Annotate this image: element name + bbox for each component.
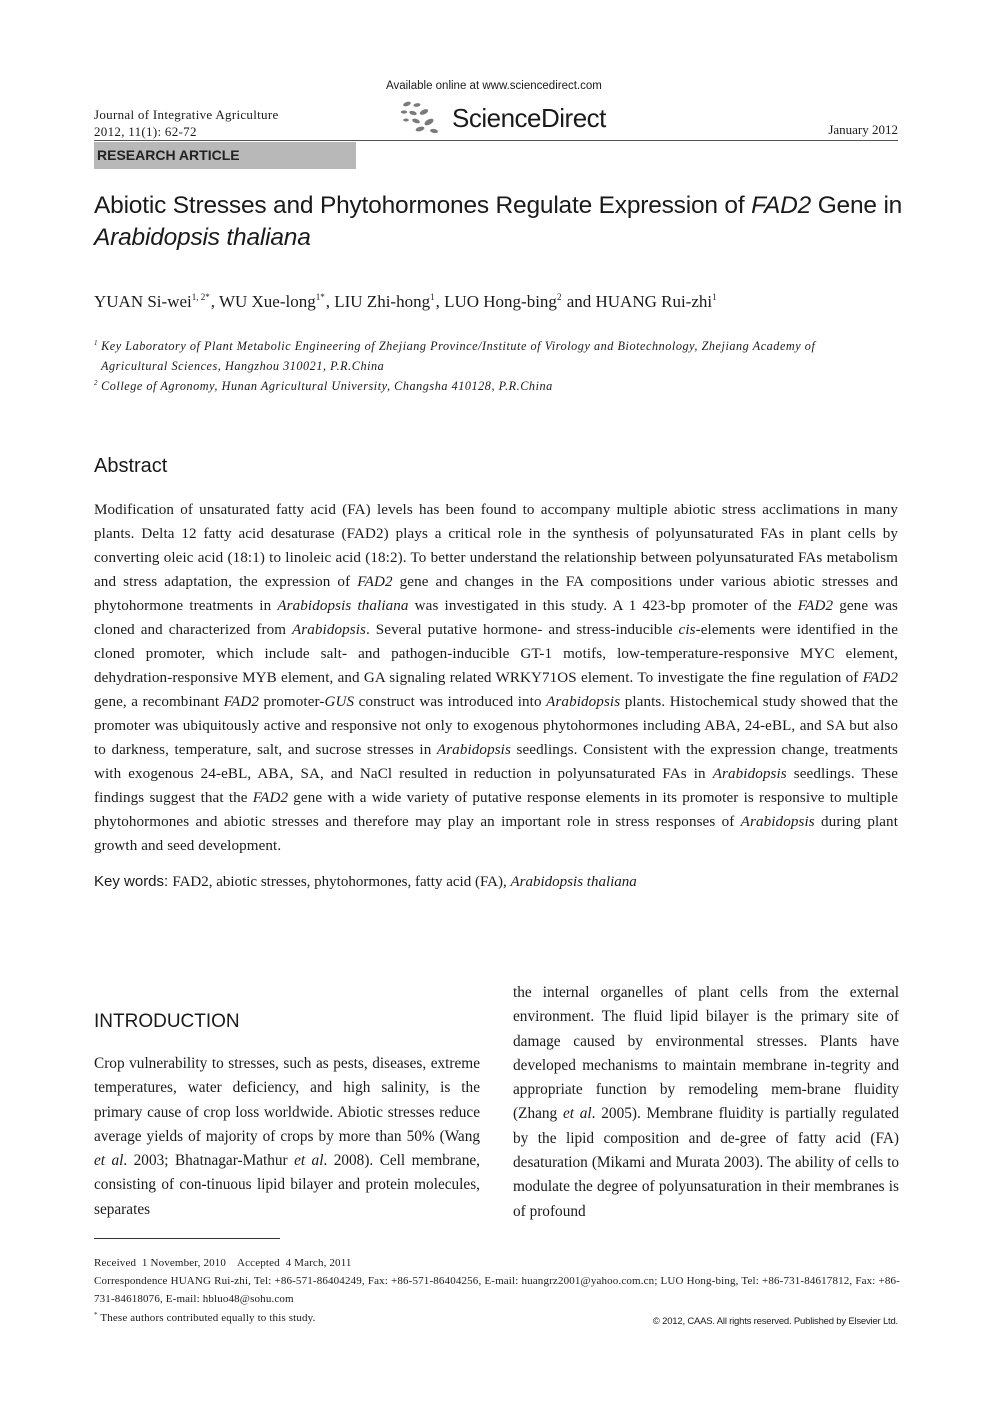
italic-term: Arabidopsis [546,694,621,710]
author-name: LUO Hong-bing [444,292,557,311]
text-run: Modification of unsaturated fatty acid (FA) levels has been found to accompany multiple abiotic stress acclimations in many plants. Delta 12 fatty acid desaturase (FAD2) plays a critical role in the synthesis of polyunsaturated FAs in plant cells by converting oleic acid (18:1) to linoleic acid (18:2). To better understand the relationship between polyunsaturated FAs metabolism and stress adaptation, the expression of [94,502,898,590]
text-run: . 2003; Bhatnagar-Mathur [123,1152,295,1170]
author-separator: , [435,292,445,311]
text-run: construct was introduced into [354,694,547,710]
footnote-rule [94,1238,280,1239]
italic-term: FAD2 [357,574,393,590]
text-run: gene was cloned and characterized from [94,598,898,638]
italic-term: FAD2 [862,670,898,686]
author-separator: and [562,292,596,311]
sciencedirect-wordmark: ScienceDirect [452,103,606,133]
italic-term: Arabidopsis thaliana [277,598,409,614]
introduction-heading: INTRODUCTION [94,1011,240,1032]
author-name: YUAN Si-wei [94,292,192,311]
affiliation-mark: 1 [94,339,99,347]
italic-term: et al [94,1152,124,1170]
title-species: Arabidopsis thaliana [94,224,311,251]
author-affiliation-mark: 1, 2* [191,292,210,302]
text-run: gene and changes in the FA compositions under various abiotic stresses and phytohormone treatments in [94,574,899,614]
italic-term: FAD2 [252,790,289,806]
author-separator: , [210,292,219,311]
text-run: during plant growth and seed development. [94,814,898,854]
author-name: LIU Zhi-hong [334,292,431,311]
footnote-mark: * [94,1311,98,1319]
affiliation-mark: 2 [94,379,99,387]
introduction-column-right [513,981,899,1224]
abstract-heading: Abstract [94,455,168,477]
abstract-body [94,498,898,858]
journal-info [94,106,279,140]
keywords-text: FAD2, abiotic stresses, phytohormones, fatty acid (FA), [172,874,511,890]
sciencedirect-leaf-icon [398,100,448,134]
copyright-notice: © 2012, CAAS. All rights reserved. Published by Elsevier Ltd. [652,1316,898,1327]
footnote-text: These authors contributed equally to this study. [97,1312,316,1324]
available-online-text[interactable]: Available online at www.sciencedirect.com [386,80,602,92]
italic-term: Arabidopsis [740,814,815,830]
text-run: gene with a wide variety of putative response elements in its promoter is responsive to multiple phytohormones and abiotic stresses and therefore may play an important role in stress responses of [94,790,898,830]
affiliation-1 [94,333,900,376]
affiliation-text: Key Laboratory of Plant Metabolic Engineering of Zhejiang Province/Institute of Virology and Biotechnology, Zhejiang Academy of [101,339,816,353]
italic-term: Arabidopsis [436,742,511,758]
title-text-1: Abiotic Stresses and Phytohormones Regulate Expression of [94,192,752,219]
text-run: seedlings. These findings suggest that the [94,766,898,806]
author-separator: , [325,292,335,311]
italic-term: FAD2 [223,694,259,710]
text-run: the internal organelles of plant cells from the external environment. The fluid lipid bilayer is the primary site of damage caused by environmental stresses. Plants have developed mechanisms to maintain membrane in-tegrity and appropriate function by remodeling mem-brane fluidity (Zhang [513,984,899,1123]
keywords [94,871,637,893]
article-title [94,190,904,254]
author-affiliation-mark: 2 [556,292,562,302]
author-name: WU Xue-long [218,292,316,311]
author-name: HUANG Rui-zhi [595,292,713,311]
italic-term: cis [678,622,696,638]
italic-term: Arabidopsis [712,766,787,782]
correspondence-note: Correspondence HUANG Rui-zhi, Tel: +86-571-86404249, Fax: +86-571-86404256, E-mail: huangrz2001@yahoo.com.cn; LUO Hong-bing, Tel: +86-731-84617812, Fax: +86-731-84618076, E-mail: hbluo48@sohu.com [94,1275,900,1305]
author-list [94,286,718,313]
keywords-label: Key words: [94,873,173,890]
author-affiliation-mark: 1 [430,292,435,302]
italic-term: FAD2 [797,598,834,614]
title-gene: FAD2 [751,192,812,219]
author-affiliation-mark: 1* [315,292,325,302]
affiliation-text: College of Agronomy, Hunan Agricultural University, Changsha 410128, P.R.China [101,379,553,393]
text-run: . 2008). Cell membrane, consisting of con-tinuous lipid bilayer and protein molecules, separates [94,1152,481,1218]
italic-term: et al [294,1152,324,1170]
journal-name: Journal of Integrative Agriculture [94,107,279,122]
text-run: plants. Histochemical study showed that the promoter was ubiquitously active and responsive not only to exogenous phytohormones including ABA, 24-eBL, and SA but also to darkness, temperature, salt, and sucrose stresses in [94,694,898,758]
text-run: gene, a recombinant [94,694,224,710]
italic-term: Arabidopsis [291,622,367,638]
text-run: . Several putative hormone- and stress-inducible [366,622,679,638]
author-affiliation-mark: 1 [712,292,717,302]
header-rule [94,140,898,141]
text-run: seedlings. Consistent with the expression change, treatments with exogenous 24-eBL, ABA, SA, and NaCl resulted in reduction in polyunsaturated FAs in [94,742,898,782]
text-run: was investigated in this study. A 1 423-bp promoter of the [408,598,798,614]
italic-term: et al [562,1105,592,1123]
publication-date: January 2012 [828,122,898,137]
title-text-2: Gene in [811,192,903,219]
text-run: -elements were identified in the cloned promoter, which include salt- and pathogen-inducible GT-1 motifs, low-temperature-responsive MYC element, dehydration-responsive MYB element, and GA signaling related WRKY71OS element. To investigate the fine regulation of [94,622,899,686]
received-dates: Received 1 November, 2010 Accepted 4 March, 2011 [94,1257,352,1269]
affiliation-text: Agricultural Sciences, Hangzhou 310021, P.R.China [101,359,385,373]
journal-citation: 2012, 11(1): 62-72 [94,124,197,139]
keywords-species: Arabidopsis thaliana [510,874,637,890]
article-type-banner: RESEARCH ARTICLE [94,142,356,169]
text-run: Crop vulnerability to stresses, such as pests, diseases, extreme temperatures, water deficiency, and high salinity, is the primary cause of crop loss worldwide. Abiotic stresses reduce average yields of majority of crops by more than 50% (Wang [94,1055,480,1145]
introduction-column-left [94,1052,480,1222]
italic-term: GUS [324,694,355,710]
affiliation-2 [94,373,900,396]
text-run: . 2005). Membrane fluidity is partially regulated by the lipid composition and de-gree of fatty acid (FA) desaturation (Mikami and Murata 2003). The ability of cells to modulate the degree of polyunsaturation in their membranes is of profound [513,1105,900,1220]
text-run: promoter- [259,694,325,710]
